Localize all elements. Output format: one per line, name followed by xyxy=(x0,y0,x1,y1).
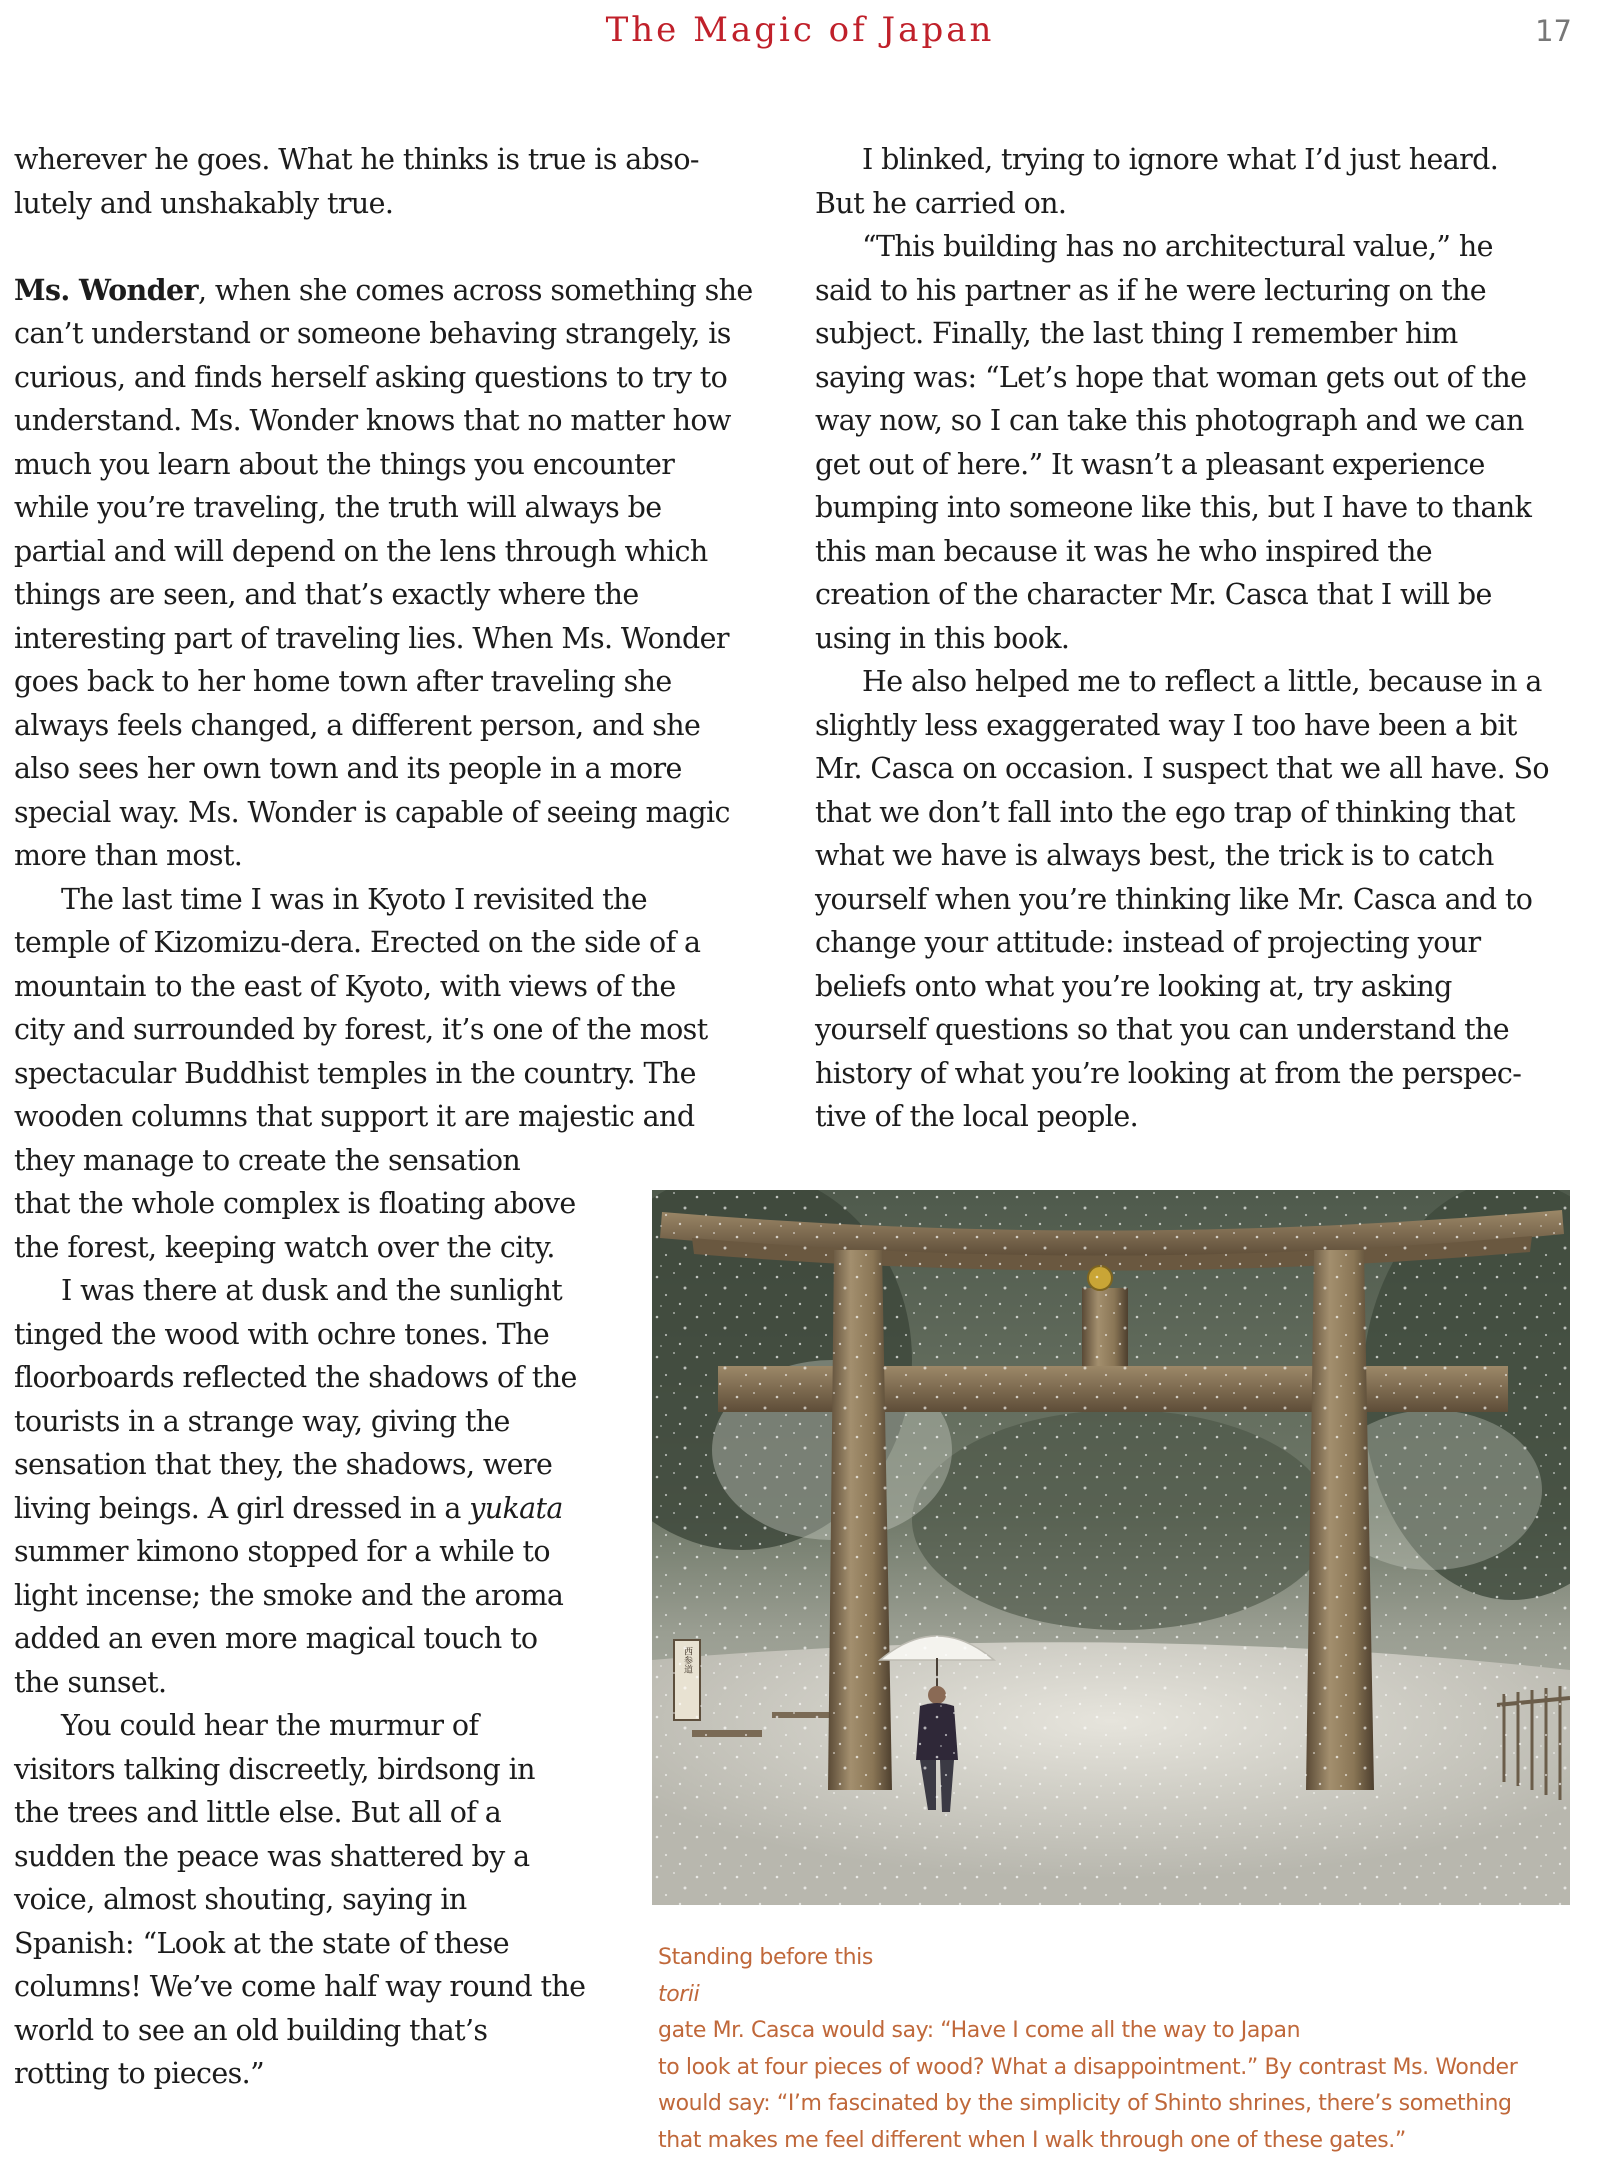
caption-line: to look at four pieces of wood? What a disappointment.” By contrast Ms. Wonder xyxy=(658,2050,1578,2087)
text-fragment: Standing before this xyxy=(658,1940,1578,1977)
text-line: mountain to the east of Kyoto, with views of the xyxy=(14,965,794,1009)
text-line xyxy=(14,269,794,313)
text-line: beliefs onto what you’re looking at, try asking xyxy=(815,965,1585,1009)
yukata-term: yukata xyxy=(469,1492,563,1525)
text-line: understand. Ms. Wonder knows that no matter how xyxy=(14,399,794,443)
text-line: Spanish: “Look at the state of these xyxy=(14,1922,794,1966)
text-line: what we have is always best, the trick is to catch xyxy=(815,834,1585,878)
torii-gate-illustration xyxy=(652,1190,1570,1905)
right-text-column xyxy=(815,138,1585,1139)
text-line: subject. Finally, the last thing I remember him xyxy=(815,312,1585,356)
text-line: things are seen, and that’s exactly where the xyxy=(14,573,794,617)
text-line: creation of the character Mr. Casca that I will be xyxy=(815,573,1585,617)
text-line: bumping into someone like this, but I have to thank xyxy=(815,486,1585,530)
text-line: the sunset. xyxy=(14,1661,794,1705)
text-line: city and surrounded by forest, it’s one of the most xyxy=(14,1008,794,1052)
text-fragment: living beings. A girl dressed in a xyxy=(14,1492,469,1525)
text-line: lutely and unshakably true. xyxy=(14,182,794,226)
running-header-title: The Magic of Japan xyxy=(0,10,1600,50)
text-line: way now, so I can take this photograph and we can xyxy=(815,399,1585,443)
text-line: voice, almost shouting, saying in xyxy=(14,1878,794,1922)
text-line: world to see an old building that’s xyxy=(14,2009,794,2053)
text-line: the forest, keeping watch over the city. xyxy=(14,1226,794,1270)
text-line: can’t understand or someone behaving strangely, is xyxy=(14,312,794,356)
text-line: temple of Kizomizu-dera. Erected on the side of a xyxy=(14,921,794,965)
paragraph-gap xyxy=(14,225,794,269)
text-line: summer kimono stopped for a while to xyxy=(14,1530,794,1574)
text-line: the trees and little else. But all of a xyxy=(14,1791,794,1835)
text-line: while you’re traveling, the truth will always be xyxy=(14,486,794,530)
text-line: they manage to create the sensation xyxy=(14,1139,794,1183)
text-line: The last time I was in Kyoto I revisited the xyxy=(14,878,794,922)
caption-line xyxy=(658,1940,1578,2050)
text-line: spectacular Buddhist temples in the country. The xyxy=(14,1052,794,1096)
text-line: special way. Ms. Wonder is capable of seeing magic xyxy=(14,791,794,835)
text-line: more than most. xyxy=(14,834,794,878)
text-line: yourself questions so that you can understand the xyxy=(815,1008,1585,1052)
text-line: You could hear the murmur of xyxy=(14,1704,794,1748)
text-line: light incense; the smoke and the aroma xyxy=(14,1574,794,1618)
caption-line: would say: “I’m fascinated by the simplicity of Shinto shrines, there’s something xyxy=(658,2086,1578,2123)
text-line: Mr. Casca on occasion. I suspect that we all have. So xyxy=(815,747,1585,791)
text-line: also sees her own town and its people in a more xyxy=(14,747,794,791)
text-line: saying was: “Let’s hope that woman gets out of the xyxy=(815,356,1585,400)
text-line: this man because it was he who inspired the xyxy=(815,530,1585,574)
page-number: 17 xyxy=(1535,14,1572,48)
text-line: that we don’t fall into the ego trap of thinking that xyxy=(815,791,1585,835)
text-line: wherever he goes. What he thinks is true is abso- xyxy=(14,138,794,182)
text-line: using in this book. xyxy=(815,617,1585,661)
text-line: floorboards reflected the shadows of the xyxy=(14,1356,794,1400)
caption-line: that makes me feel different when I walk through one of these gates.” xyxy=(658,2123,1578,2159)
text-line: yourself when you’re thinking like Mr. Casca and to xyxy=(815,878,1585,922)
text-line: “This building has no architectural value,” he xyxy=(815,225,1585,269)
text-line: history of what you’re looking at from the perspec- xyxy=(815,1052,1585,1096)
text-line: get out of here.” It wasn’t a pleasant experience xyxy=(815,443,1585,487)
torii-term: torii xyxy=(658,1982,699,2007)
text-line: that the whole complex is floating above xyxy=(14,1182,794,1226)
text-line: sudden the peace was shattered by a xyxy=(14,1835,794,1879)
text-line: rotting to pieces.” xyxy=(14,2052,794,2096)
text-line: columns! We’ve come half way round the xyxy=(14,1965,794,2009)
text-fragment: , when she comes across something she xyxy=(198,274,753,307)
text-line: visitors talking discreetly, birdsong in xyxy=(14,1748,794,1792)
photo-caption xyxy=(658,1940,1578,2159)
text-line: much you learn about the things you encounter xyxy=(14,443,794,487)
text-line: curious, and finds herself asking questions to try to xyxy=(14,356,794,400)
torii-gate-photo xyxy=(652,1190,1570,1905)
text-line: added an even more magical touch to xyxy=(14,1617,794,1661)
text-line: But he carried on. xyxy=(815,182,1585,226)
text-line: tive of the local people. xyxy=(815,1095,1585,1139)
text-line: tourists in a strange way, giving the xyxy=(14,1400,794,1444)
text-line: interesting part of traveling lies. When Ms. Wonder xyxy=(14,617,794,661)
text-line: I blinked, trying to ignore what I’d just heard. xyxy=(815,138,1585,182)
text-line: I was there at dusk and the sunlight xyxy=(14,1269,794,1313)
text-line: sensation that they, the shadows, were xyxy=(14,1443,794,1487)
text-line: tinged the wood with ochre tones. The xyxy=(14,1313,794,1357)
text-line: change your attitude: instead of projecting your xyxy=(815,921,1585,965)
text-line: wooden columns that support it are majestic and xyxy=(14,1095,794,1139)
text-line: goes back to her home town after traveling she xyxy=(14,660,794,704)
text-fragment: gate Mr. Casca would say: “Have I come all the way to Japan xyxy=(658,2013,1578,2050)
text-line: said to his partner as if he were lecturing on the xyxy=(815,269,1585,313)
text-line: always feels changed, a different person, and she xyxy=(14,704,794,748)
text-line: partial and will depend on the lens through which xyxy=(14,530,794,574)
text-line: He also helped me to reflect a little, because in a xyxy=(815,660,1585,704)
text-line: slightly less exaggerated way I too have been a bit xyxy=(815,704,1585,748)
ms-wonder-term: Ms. Wonder xyxy=(14,273,198,307)
